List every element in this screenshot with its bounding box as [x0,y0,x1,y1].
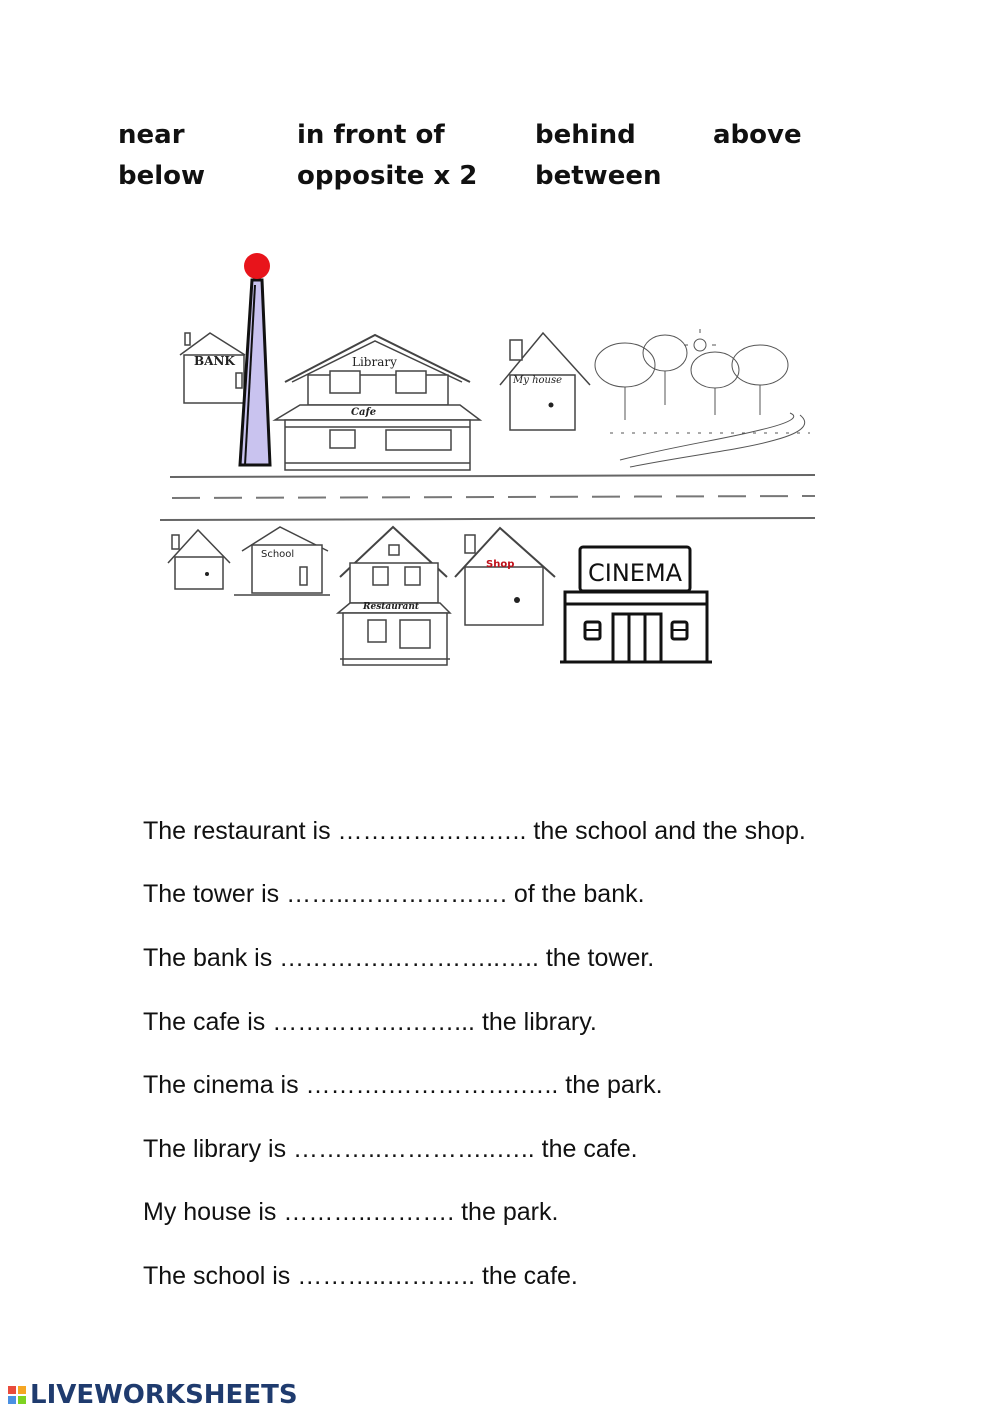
sentence: The bank is ………….…………..….. the tower. [143,944,655,972]
sentence: The cinema is ……….…………….….. the park. [143,1071,663,1099]
cinema-label: CINEMA [588,559,683,587]
word-bank-item: between [535,161,662,191]
footer-logo [8,1380,298,1410]
bank-building [180,333,245,403]
library-cafe-building [275,335,480,470]
my-house [500,333,590,430]
park [595,329,810,467]
word-bank-item: above [713,120,802,150]
sentence: My house is ………..………. the park. [143,1198,559,1226]
cinema-building [560,547,712,662]
shop-label: Shop [486,559,515,570]
cafe-label: Cafe [351,407,377,418]
restaurant-label: Restaurant [363,602,420,612]
town-scene [160,245,825,675]
word-bank-item: near [118,120,185,150]
word-bank-item: opposite x 2 [297,161,478,191]
logo-square [8,1396,16,1404]
word-bank-item: behind [535,120,636,150]
word-bank-item: in front of [297,120,445,150]
logo-square [18,1386,26,1394]
library-label: Library [352,355,397,369]
shop-building [455,528,555,625]
school-label: School [261,549,295,560]
town-illustration [160,245,825,675]
my-house-label: My house [513,375,563,386]
brand-name: LIVEWORKSHEETS [30,1380,298,1410]
small-house [168,530,230,589]
word-bank-item: below [118,161,206,191]
sentence: The cafe is …………….……... the library. [143,1008,597,1036]
bank-label: BANK [194,354,235,368]
school-building [234,527,330,595]
logo-square [18,1396,26,1404]
sentence: The tower is ……..………………. of the bank. [143,880,645,908]
sentence: The restaurant is ………………….. the school and the shop. [143,817,806,845]
road [160,475,815,520]
sentence: The school is ………..……….. the cafe. [143,1262,578,1290]
sentence: The library is ………..…………..….. the cafe. [143,1135,638,1163]
restaurant-building [338,527,450,665]
tower-ball [244,253,270,279]
logo-square [8,1386,16,1394]
logo-icon [8,1386,26,1404]
